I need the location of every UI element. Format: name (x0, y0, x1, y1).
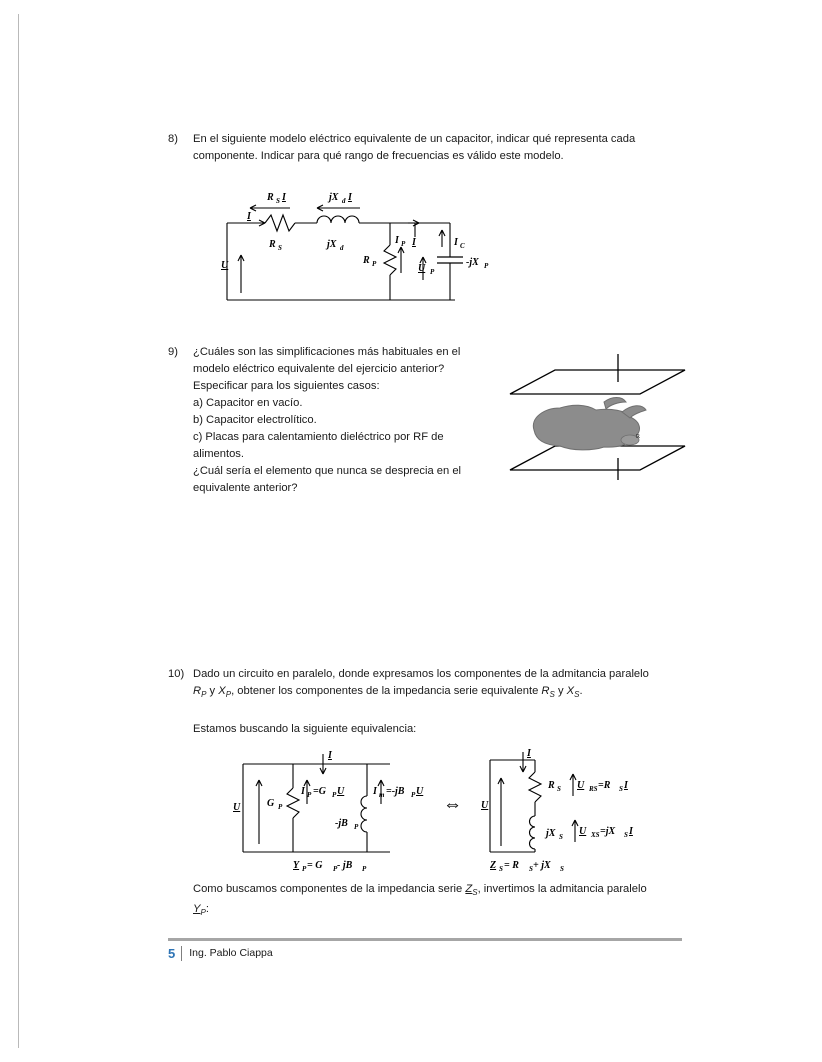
item-9-line-2: modelo eléctrico equivalente del ejercicio anterior? (193, 363, 445, 375)
svg-text:P: P (430, 268, 435, 276)
svg-text:=R: =R (598, 780, 611, 791)
item-9-text (193, 344, 493, 497)
item-8-number: 8) (168, 133, 178, 145)
item-9-option-a: a) Capacitor en vacío. (193, 397, 303, 409)
item-10-line-2: $R_P$ y $X_P$, obtener los componentes de la impedancia serie equivalente $R_S$ y $X_S$. (193, 685, 583, 700)
svg-text:m: m (379, 791, 385, 799)
svg-text:=jX: =jX (600, 826, 616, 837)
item-8-line-1: En el siguiente modelo eléctrico equivalente de un capacitor, indicar qué representa cada (193, 133, 636, 145)
svg-text:I: I (412, 237, 416, 248)
item-10-text (193, 666, 683, 703)
item-10-intro: Estamos buscando la siguiente equivalencia: (193, 723, 417, 735)
svg-text:I: I (624, 780, 628, 791)
svg-text:U: U (481, 800, 489, 811)
item-10-closing-part-1: Como buscamos componentes de la impedancia serie (193, 883, 466, 895)
svg-text:I: I (328, 750, 332, 761)
svg-text:=G: =G (313, 786, 326, 797)
svg-text:jX: jX (327, 239, 337, 250)
svg-text:P: P (401, 240, 406, 248)
item-9-option-c: c) Placas para calentamiento dieléctrico por RF de (193, 431, 444, 443)
svg-text:⇔: ⇔ (443, 794, 462, 815)
svg-text:=-jB: =-jB (386, 786, 405, 797)
svg-text:U: U (418, 263, 426, 274)
svg-text:U: U (416, 786, 424, 797)
svg-text:I: I (247, 211, 251, 222)
svg-text:R: R (267, 192, 274, 203)
svg-text:jX: jX (329, 192, 339, 203)
svg-text:S: S (529, 865, 533, 872)
item-9-line-9: equivalente anterior? (193, 482, 298, 494)
svg-text:I: I (301, 786, 305, 797)
svg-text:R: R (548, 780, 555, 791)
svg-text:d: d (342, 197, 346, 205)
svg-text:U: U (337, 786, 345, 797)
svg-text:I: I (527, 748, 531, 759)
svg-text:S: S (624, 831, 628, 839)
svg-text:jX: jX (546, 828, 556, 839)
svg-text:S: S (560, 865, 564, 872)
item-9-option-b: b) Capacitor electrolítico. (193, 414, 317, 426)
item-8-line-2: componente. Indicar para qué rango de frecuencias es válido este modelo. (193, 150, 564, 162)
svg-text:-jB: -jB (335, 818, 348, 829)
item-10-closing-part-2: , invertimos la admitancia paralelo (477, 883, 647, 895)
svg-text:R: R (363, 255, 370, 266)
svg-text:P: P (307, 791, 312, 799)
rf-plates-food-heating (500, 352, 695, 487)
svg-text:Z: Z (490, 860, 497, 871)
svg-text:S: S (559, 833, 563, 841)
svg-text:S: S (619, 785, 623, 793)
svg-text:RS: RS (589, 785, 598, 793)
svg-text:S: S (278, 244, 282, 252)
svg-text:I: I (373, 786, 377, 797)
svg-text:+ jX: + jX (533, 860, 551, 871)
item-10-closing: Como buscamos componentes de la impedancia serie $Z_S$, invertimos la admitancia paralelo $Y_P$: (193, 883, 647, 918)
item-9-line-3: Especificar para los siguientes casos: (193, 380, 380, 392)
svg-text:d: d (340, 244, 344, 252)
svg-text:U: U (577, 780, 585, 791)
svg-text:U: U (221, 260, 229, 271)
svg-text:R: R (636, 434, 641, 440)
item-8-text (193, 131, 673, 165)
svg-text:P: P (332, 791, 337, 799)
item-9-option-c-cont: alimentos. (193, 448, 244, 460)
svg-text:P: P (484, 262, 489, 270)
svg-text:-jX: -jX (466, 257, 479, 268)
svg-text:= R: = R (504, 860, 519, 871)
svg-text:= G: = G (307, 860, 323, 871)
svg-text:I: I (454, 237, 458, 248)
svg-text:G: G (267, 798, 275, 809)
svg-text:I: I (629, 826, 633, 837)
footer-author: Ing. Pablo Ciappa (189, 947, 273, 959)
svg-text:P: P (333, 865, 338, 872)
svg-text:S: S (499, 865, 503, 872)
svg-text:S: S (276, 197, 280, 205)
svg-text:C: C (460, 242, 465, 250)
svg-text:I: I (395, 235, 399, 246)
svg-text:Y: Y (293, 860, 300, 871)
item-9-number: 9) (168, 346, 178, 358)
footer-page-number: 5 (168, 945, 176, 961)
svg-text:P: P (302, 865, 307, 872)
svg-text:P: P (411, 791, 416, 799)
svg-text:U: U (579, 826, 587, 837)
svg-text:- jB: - jB (337, 860, 353, 871)
page-footer (168, 943, 273, 963)
footer-separator (181, 946, 182, 961)
item-10-number: 10) (168, 668, 185, 680)
item-10-line-1: Dado un circuito en paralelo, donde expresamos los componentes de la admitancia paralelo (193, 668, 649, 680)
svg-text:R: R (269, 239, 276, 250)
item-9-line-1: ¿Cuáles son las simplificaciones más habituales en el (193, 346, 461, 358)
svg-text:P: P (362, 865, 367, 872)
footer-divider (168, 938, 682, 941)
parallel-series-equivalence (215, 744, 645, 877)
svg-text:S: S (557, 785, 561, 793)
capacitor-equivalent-circuit (205, 175, 505, 325)
item-9-line-8: ¿Cuál sería el elemento que nunca se desprecia en el (193, 465, 462, 477)
page-left-border (18, 14, 19, 1048)
svg-text:P: P (372, 260, 377, 268)
svg-text:I: I (348, 192, 352, 203)
svg-text:I: I (282, 192, 286, 203)
svg-text:XS: XS (591, 831, 600, 839)
svg-text:U: U (233, 802, 241, 813)
svg-text:P: P (354, 823, 359, 831)
svg-text:P: P (278, 803, 283, 811)
